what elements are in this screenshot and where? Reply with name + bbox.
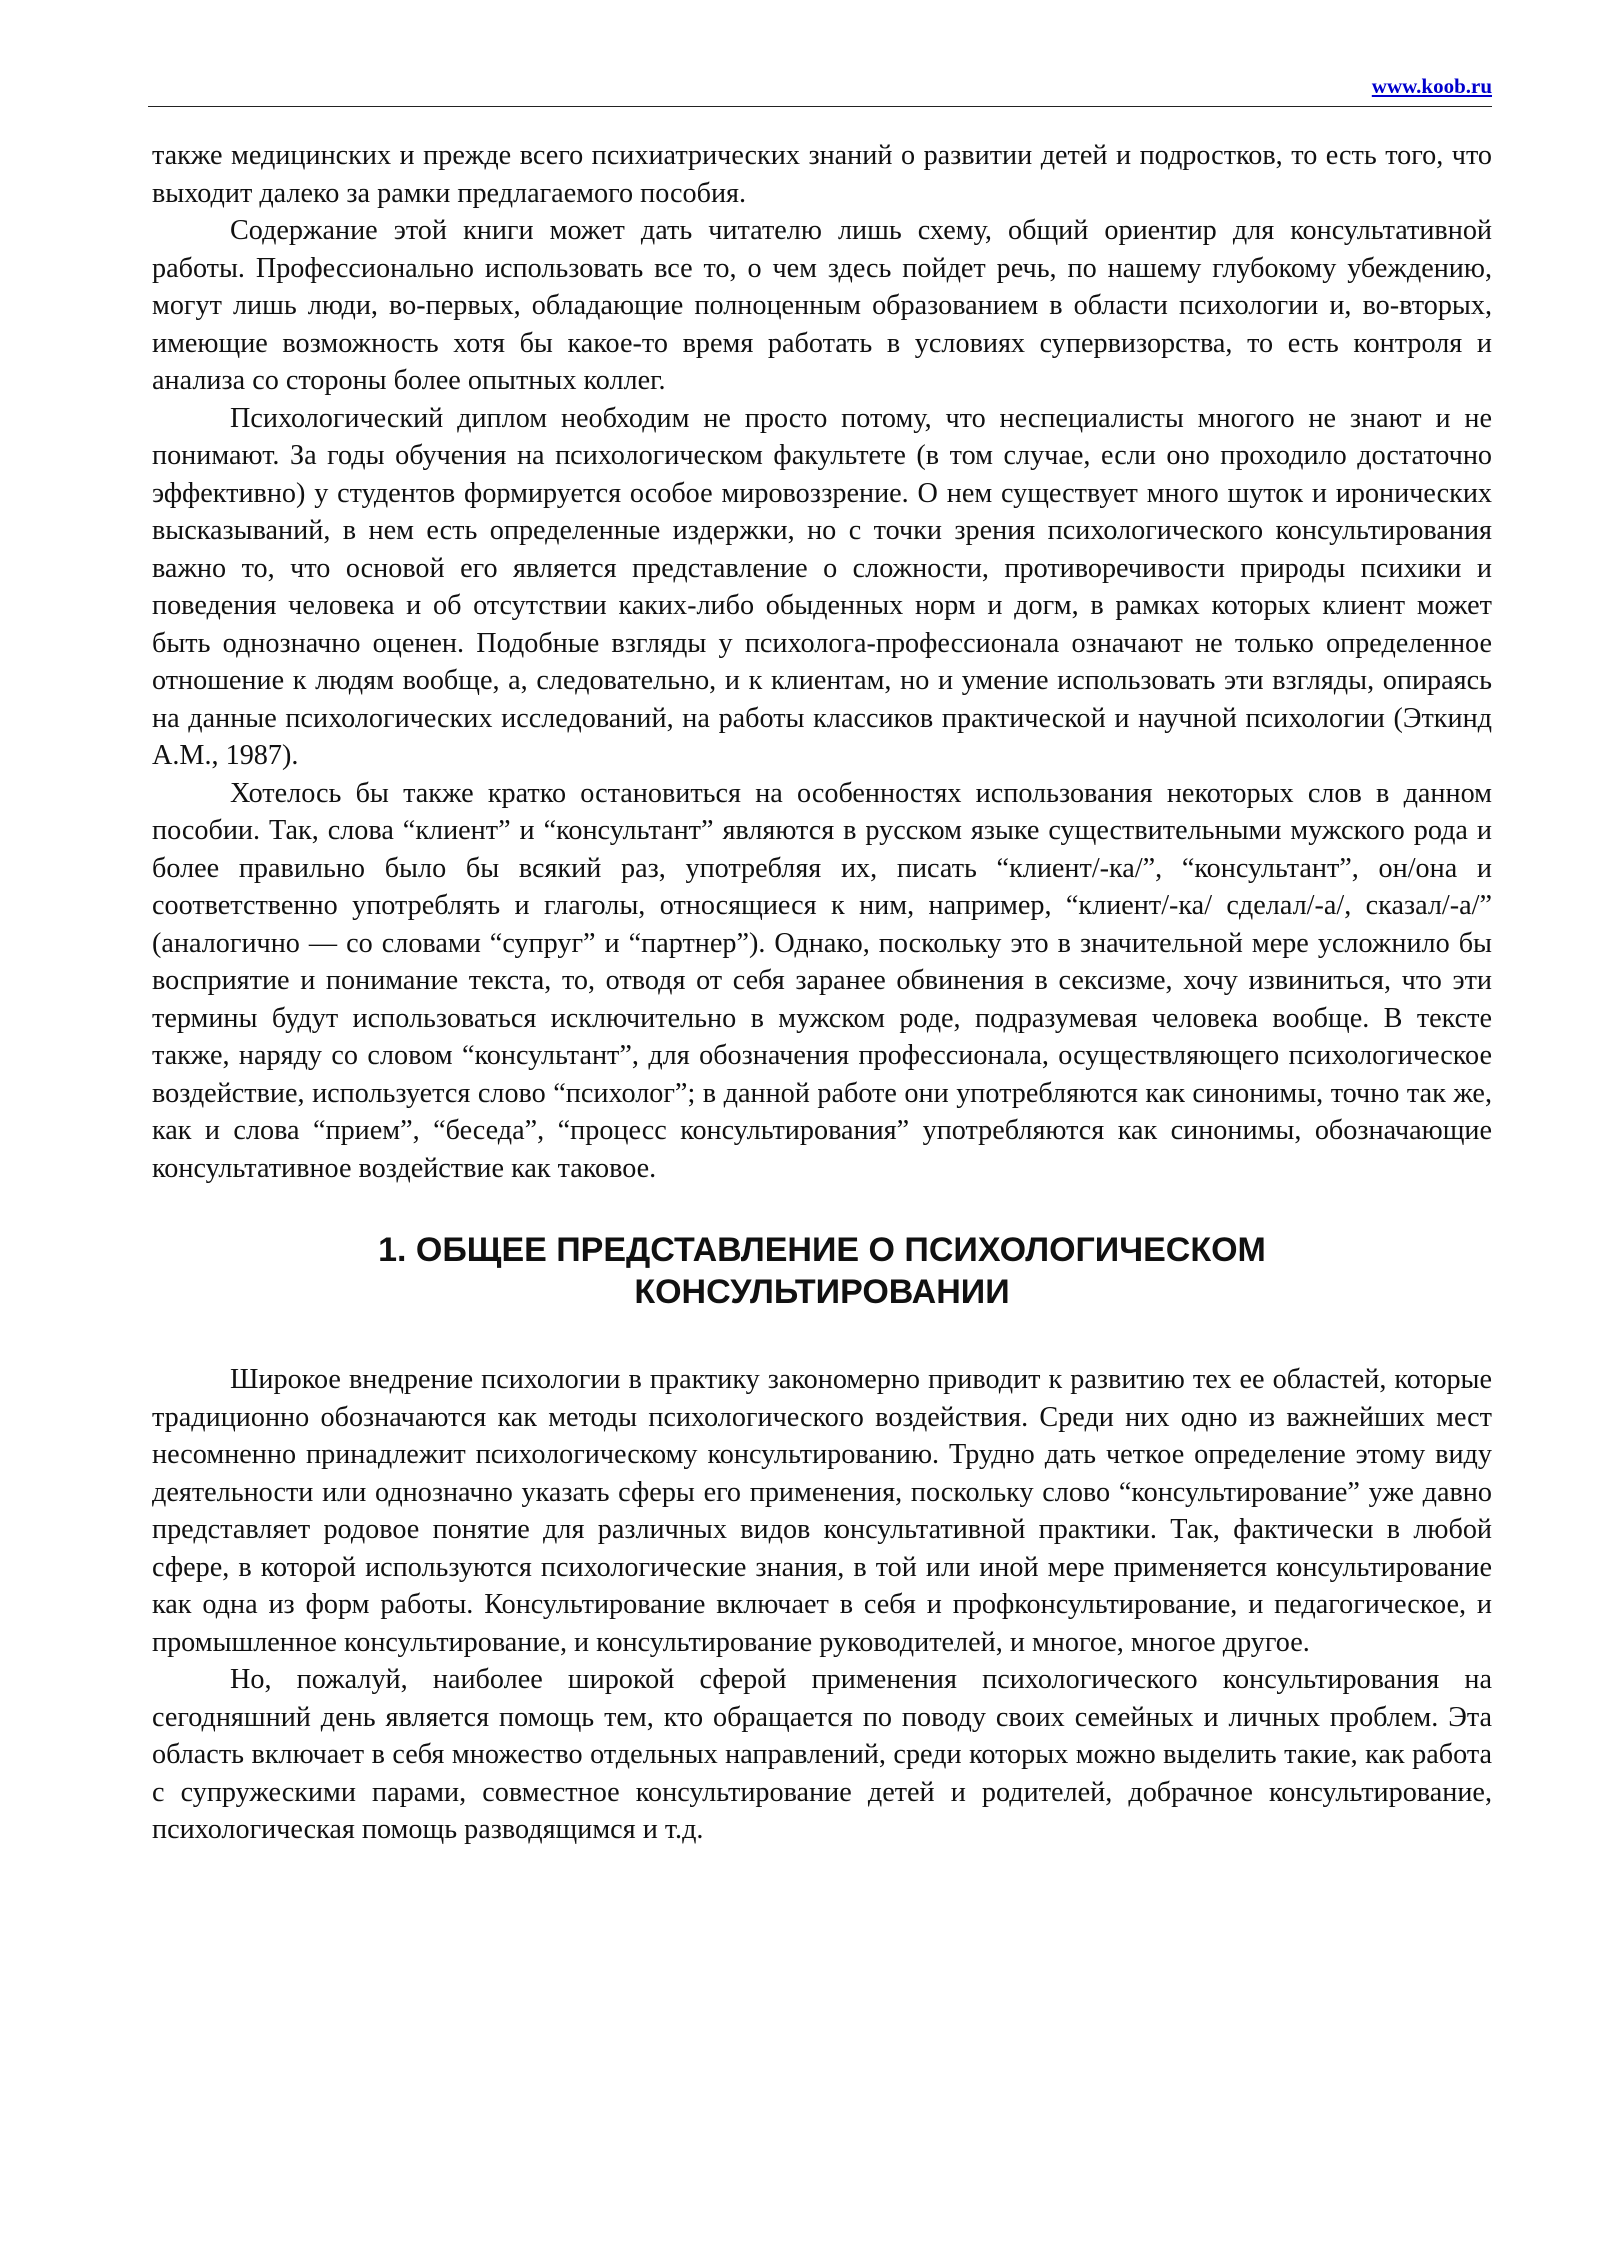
paragraph: Хотелось бы также кратко остановиться на особенностях использования некоторых слов в данном пособии. Так, слова “клиент” и “консультант” являются в русском языке существительными мужского рода и более правильно было бы всякий раз, употребляя их, писать “клиент/-ка/”, “консультант”, он/она и соответственно употреблять и глаголы, относящиеся к ним, например, “клиент/-ка/ сделал/-а/, сказал/-а/” (аналогично — со словами “супруг” и “партнер”). Однако, поскольку это в значительной мере усложнило бы восприятие и понимание текста, то, отводя от себя заранее обвинения в сексизме, хочу извиниться, что эти термины будут использоваться исключительно в мужском роде, подразумевая человека вообще. В тексте также, наряду со словом “консультант”, для обозначения профессионала, осуществляющего психологическое воздействие, используется слово “психолог”; в данной работе они употребляются как синонимы, точно так же, как и слова “прием”, “беседа”, “процесс консультирования” употребляются как синонимы, обозначающие консультативное воздействие как таковое. bbox=[152, 777, 1492, 1184]
site-link[interactable]: www.koob.ru bbox=[1371, 74, 1492, 98]
document-body bbox=[152, 137, 1492, 1849]
paragraph: Широкое внедрение психологии в практику закономерно приводит к развитию тех ее областей, которые традиционно обозначаются как методы психологического воздействия. Среди них одно из важнейших мест несомненно принадлежит психологическому консультированию. Трудно дать четкое определение этому виду деятельности или однозначно указать сферы его применения, поскольку слово “консультирование” уже давно представляет родовое понятие для различных видов консультативной практики. Так, фактически в любой сфере, в которой используются психологические знания, в той или иной мере применяется консультирование как одна из форм работы. Консультирование включает в себя и профконсультирование, и педагогическое, и промышленное консультирование, и консультирование руководителей, и многое, многое другое. bbox=[152, 1364, 1492, 1658]
paragraph: Но, пожалуй, наиболее широкой сферой применения психологического консультирования на сегодняшний день является помощь тем, кто обращается по поводу своих семейных и личных проблем. Эта область включает в себя множество отдельных направлений, среди которых можно выделить такие, как работа с супружескими парами, совместное консультирование детей и родителей, добрачное консультирование, психологическая помощь разводящимся и т.д. bbox=[152, 1664, 1492, 1845]
section-heading bbox=[152, 1229, 1492, 1313]
paragraph-continuation: также медицинских и прежде всего психиатрических знаний о развитии детей и подростков, то есть того, что выходит далеко за рамки предлагаемого пособия. bbox=[152, 140, 1492, 209]
page-header bbox=[148, 74, 1492, 107]
section-heading-line-1: 1. ОБЩЕЕ ПРЕДСТАВЛЕНИЕ О ПСИХОЛОГИЧЕСКОМ bbox=[378, 1231, 1266, 1269]
paragraph: Психологический диплом необходим не просто потому, что неспециалисты многого не знают и не понимают. За годы обучения на психологическом факультете (в том случае, если оно проходило достаточно эффективно) у студентов формируется особое мировоззрение. О нем существует много шуток и иронических высказываний, в нем есть определенные издержки, но с точки зрения психологического консультирования важно то, что основой его является представление о сложности, противоречивости природы психики и поведения человека и об отсутствии каких-либо обыденных норм и догм, в рамках которых клиент может быть однозначно оценен. Подобные взгляды у психолога-профессионала означают не только определенное отношение к людям вообще, а, следовательно, и к клиентам, но и умение использовать эти взгляды, опираясь на данные психологических исследований, на работы классиков практической и научной психологии (Эткинд А.М., 1987). bbox=[152, 402, 1492, 771]
paragraph: Содержание этой книги может дать читателю лишь схему, общий ориентир для консультативной работы. Профессионально использовать все то, о чем здесь пойдет речь, по нашему глубокому убеждению, могут лишь люди, во-первых, обладающие полноценным образованием в области психологии и, во-вторых, имеющие возможность хотя бы какое-то время работать в условиях супервизорства, то есть контроля и анализа со стороны более опытных коллег. bbox=[152, 215, 1492, 396]
section-heading-line-2: КОНСУЛЬТИРОВАНИИ bbox=[634, 1273, 1010, 1311]
